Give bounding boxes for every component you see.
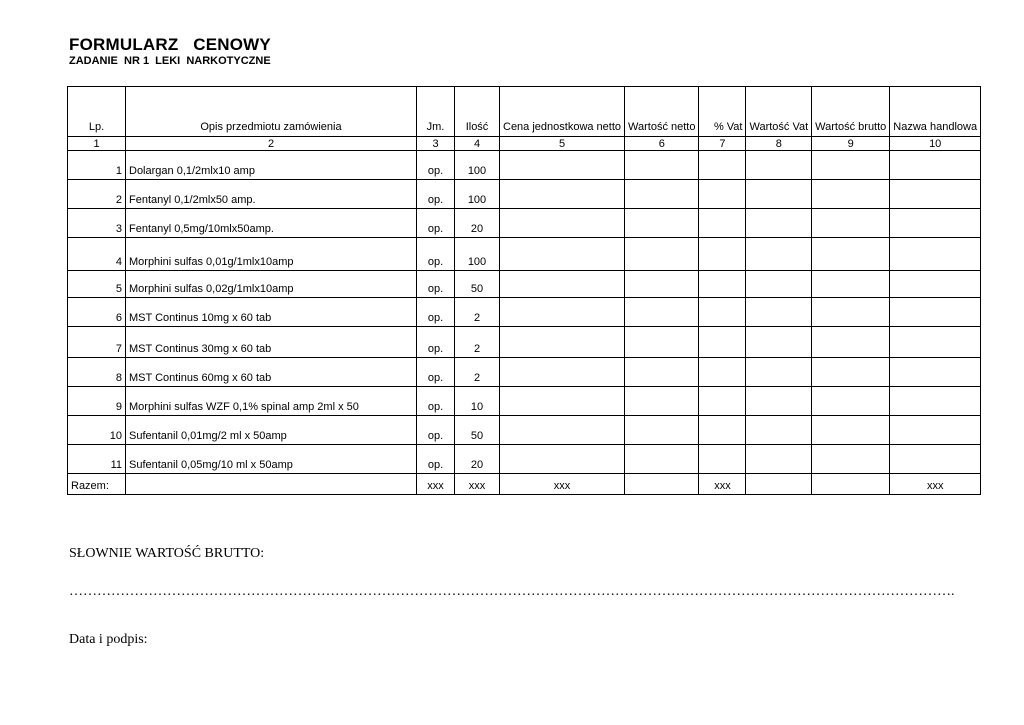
row-vat-percent[interactable] — [699, 271, 746, 298]
total-wartosc-brutto[interactable] — [812, 474, 890, 495]
row-opis: MST Continus 30mg x 60 tab — [126, 327, 417, 358]
row-nazwa-handlowa[interactable] — [890, 151, 981, 180]
column-header-wartosc-netto: Wartość netto — [625, 87, 699, 137]
column-number: 10 — [890, 137, 981, 151]
row-nazwa-handlowa[interactable] — [890, 327, 981, 358]
row-wartosc-vat[interactable] — [746, 271, 812, 298]
row-lp: 8 — [68, 358, 126, 387]
form-title: FORMULARZ CENOWY — [69, 35, 271, 54]
row-wartosc-netto[interactable] — [625, 416, 699, 445]
row-lp: 5 — [68, 271, 126, 298]
table-row — [68, 416, 981, 445]
row-wartosc-brutto[interactable] — [812, 298, 890, 327]
row-cena-netto[interactable] — [500, 238, 625, 271]
column-header-wartosc-vat: Wartość Vat — [746, 87, 812, 137]
table-row — [68, 387, 981, 416]
row-wartosc-vat[interactable] — [746, 445, 812, 474]
row-vat-percent[interactable] — [699, 151, 746, 180]
row-jm: op. — [417, 445, 455, 474]
column-number-row — [68, 137, 981, 151]
row-wartosc-netto[interactable] — [625, 238, 699, 271]
row-jm: op. — [417, 238, 455, 271]
column-header-ilosc: Ilość — [455, 87, 500, 137]
row-ilosc: 10 — [455, 387, 500, 416]
row-wartosc-netto[interactable] — [625, 298, 699, 327]
row-wartosc-vat[interactable] — [746, 151, 812, 180]
row-wartosc-vat[interactable] — [746, 327, 812, 358]
row-cena-netto[interactable] — [500, 298, 625, 327]
row-wartosc-vat[interactable] — [746, 238, 812, 271]
row-opis: MST Continus 10mg x 60 tab — [126, 298, 417, 327]
row-vat-percent[interactable] — [699, 445, 746, 474]
column-number: 8 — [746, 137, 812, 151]
table-row — [68, 238, 981, 271]
column-header-wartosc-brutto: Wartość brutto — [812, 87, 890, 137]
row-wartosc-netto[interactable] — [625, 387, 699, 416]
row-wartosc-netto[interactable] — [625, 445, 699, 474]
row-nazwa-handlowa[interactable] — [890, 387, 981, 416]
row-wartosc-vat[interactable] — [746, 387, 812, 416]
row-vat-percent[interactable] — [699, 358, 746, 387]
column-header-cena-netto: Cena jednostkowa netto — [500, 87, 625, 137]
row-wartosc-netto[interactable] — [625, 209, 699, 238]
row-vat-percent[interactable] — [699, 327, 746, 358]
total-vat-percent: xxx — [699, 474, 746, 495]
total-opis — [126, 474, 417, 495]
row-ilosc: 100 — [455, 180, 500, 209]
table-row — [68, 180, 981, 209]
column-number: 7 — [699, 137, 746, 151]
table-row — [68, 327, 981, 358]
date-signature-label: Data i podpis: — [69, 632, 148, 647]
row-ilosc: 50 — [455, 416, 500, 445]
row-wartosc-brutto[interactable] — [812, 358, 890, 387]
row-lp: 3 — [68, 209, 126, 238]
row-wartosc-netto[interactable] — [625, 151, 699, 180]
row-nazwa-handlowa[interactable] — [890, 445, 981, 474]
row-opis: Fentanyl 0,5mg/10mlx50amp. — [126, 209, 417, 238]
row-jm: op. — [417, 271, 455, 298]
table-row — [68, 445, 981, 474]
column-number: 2 — [126, 137, 417, 151]
column-header-vat-percent: % Vat — [699, 87, 746, 137]
row-wartosc-vat[interactable] — [746, 180, 812, 209]
amount-in-words-line: ………………………………………………………………………………………………………………………………………………………………………. — [69, 584, 955, 599]
table-row — [68, 358, 981, 387]
row-lp: 9 — [68, 387, 126, 416]
table-row — [68, 151, 981, 180]
table-row — [68, 298, 981, 327]
row-lp: 7 — [68, 327, 126, 358]
column-number: 5 — [500, 137, 625, 151]
row-cena-netto[interactable] — [500, 327, 625, 358]
row-cena-netto[interactable] — [500, 416, 625, 445]
row-lp: 2 — [68, 180, 126, 209]
row-wartosc-netto[interactable] — [625, 180, 699, 209]
column-number: 9 — [812, 137, 890, 151]
row-opis: Sufentanil 0,01mg/2 ml x 50amp — [126, 416, 417, 445]
row-jm: op. — [417, 358, 455, 387]
row-vat-percent[interactable] — [699, 238, 746, 271]
row-cena-netto[interactable] — [500, 358, 625, 387]
row-wartosc-brutto[interactable] — [812, 238, 890, 271]
row-vat-percent[interactable] — [699, 209, 746, 238]
column-header-nazwa-handlowa: Nazwa handlowa — [890, 87, 981, 137]
column-number: 3 — [417, 137, 455, 151]
table-row — [68, 271, 981, 298]
row-wartosc-netto[interactable] — [625, 271, 699, 298]
row-ilosc: 2 — [455, 358, 500, 387]
row-ilosc: 2 — [455, 298, 500, 327]
row-cena-netto[interactable] — [500, 387, 625, 416]
row-wartosc-brutto[interactable] — [812, 416, 890, 445]
row-nazwa-handlowa[interactable] — [890, 238, 981, 271]
table-row — [68, 209, 981, 238]
row-jm: op. — [417, 209, 455, 238]
row-wartosc-brutto[interactable] — [812, 180, 890, 209]
row-cena-netto[interactable] — [500, 151, 625, 180]
row-jm: op. — [417, 151, 455, 180]
row-ilosc: 20 — [455, 209, 500, 238]
column-number: 1 — [68, 137, 126, 151]
row-ilosc: 20 — [455, 445, 500, 474]
row-wartosc-brutto[interactable] — [812, 209, 890, 238]
row-cena-netto[interactable] — [500, 445, 625, 474]
row-cena-netto[interactable] — [500, 209, 625, 238]
column-header-jm: Jm. — [417, 87, 455, 137]
row-lp: 4 — [68, 238, 126, 271]
row-wartosc-brutto[interactable] — [812, 271, 890, 298]
row-ilosc: 100 — [455, 151, 500, 180]
total-cena: xxx — [500, 474, 625, 495]
row-ilosc: 100 — [455, 238, 500, 271]
row-jm: op. — [417, 387, 455, 416]
row-wartosc-netto[interactable] — [625, 358, 699, 387]
total-row — [68, 474, 981, 495]
column-number: 4 — [455, 137, 500, 151]
row-wartosc-vat[interactable] — [746, 416, 812, 445]
total-label: Razem: — [68, 474, 126, 495]
column-header-opis: Opis przedmiotu zamówienia — [126, 87, 417, 137]
row-vat-percent[interactable] — [699, 387, 746, 416]
row-jm: op. — [417, 416, 455, 445]
total-jm: xxx — [417, 474, 455, 495]
column-header-lp: Lp. — [68, 87, 126, 137]
row-nazwa-handlowa[interactable] — [890, 416, 981, 445]
total-nazwa: xxx — [890, 474, 981, 495]
row-opis: Morphini sulfas 0,02g/1mlx10amp — [126, 271, 417, 298]
row-opis: MST Continus 60mg x 60 tab — [126, 358, 417, 387]
row-ilosc: 2 — [455, 327, 500, 358]
row-opis: Morphini sulfas 0,01g/1mlx10amp — [126, 238, 417, 271]
table-header-row — [68, 87, 981, 137]
slownie-wartosc-label: SŁOWNIE WARTOŚĆ BRUTTO: — [69, 546, 265, 561]
row-lp: 11 — [68, 445, 126, 474]
row-wartosc-netto[interactable] — [625, 327, 699, 358]
row-lp: 6 — [68, 298, 126, 327]
total-wartosc-vat[interactable] — [746, 474, 812, 495]
form-subtitle: ZADANIE NR 1 LEKI NARKOTYCZNE — [69, 55, 271, 67]
row-vat-percent[interactable] — [699, 298, 746, 327]
row-ilosc: 50 — [455, 271, 500, 298]
row-opis: Morphini sulfas WZF 0,1% spinal amp 2ml x 50 — [126, 387, 417, 416]
price-form-table — [67, 86, 981, 495]
row-vat-percent[interactable] — [699, 416, 746, 445]
row-wartosc-brutto[interactable] — [812, 151, 890, 180]
row-vat-percent[interactable] — [699, 180, 746, 209]
row-nazwa-handlowa[interactable] — [890, 271, 981, 298]
row-wartosc-vat[interactable] — [746, 209, 812, 238]
row-nazwa-handlowa[interactable] — [890, 298, 981, 327]
row-jm: op. — [417, 327, 455, 358]
row-cena-netto[interactable] — [500, 271, 625, 298]
total-wartosc-netto[interactable] — [625, 474, 699, 495]
row-lp: 1 — [68, 151, 126, 180]
total-ilosc: xxx — [455, 474, 500, 495]
row-wartosc-brutto[interactable] — [812, 445, 890, 474]
row-cena-netto[interactable] — [500, 180, 625, 209]
row-jm: op. — [417, 180, 455, 209]
row-opis: Fentanyl 0,1/2mlx50 amp. — [126, 180, 417, 209]
row-wartosc-brutto[interactable] — [812, 327, 890, 358]
row-opis: Sufentanil 0,05mg/10 ml x 50amp — [126, 445, 417, 474]
row-wartosc-vat[interactable] — [746, 298, 812, 327]
row-wartosc-vat[interactable] — [746, 358, 812, 387]
row-opis: Dolargan 0,1/2mlx10 amp — [126, 151, 417, 180]
row-jm: op. — [417, 298, 455, 327]
row-nazwa-handlowa[interactable] — [890, 180, 981, 209]
column-number: 6 — [625, 137, 699, 151]
row-nazwa-handlowa[interactable] — [890, 209, 981, 238]
row-nazwa-handlowa[interactable] — [890, 358, 981, 387]
row-wartosc-brutto[interactable] — [812, 387, 890, 416]
row-lp: 10 — [68, 416, 126, 445]
